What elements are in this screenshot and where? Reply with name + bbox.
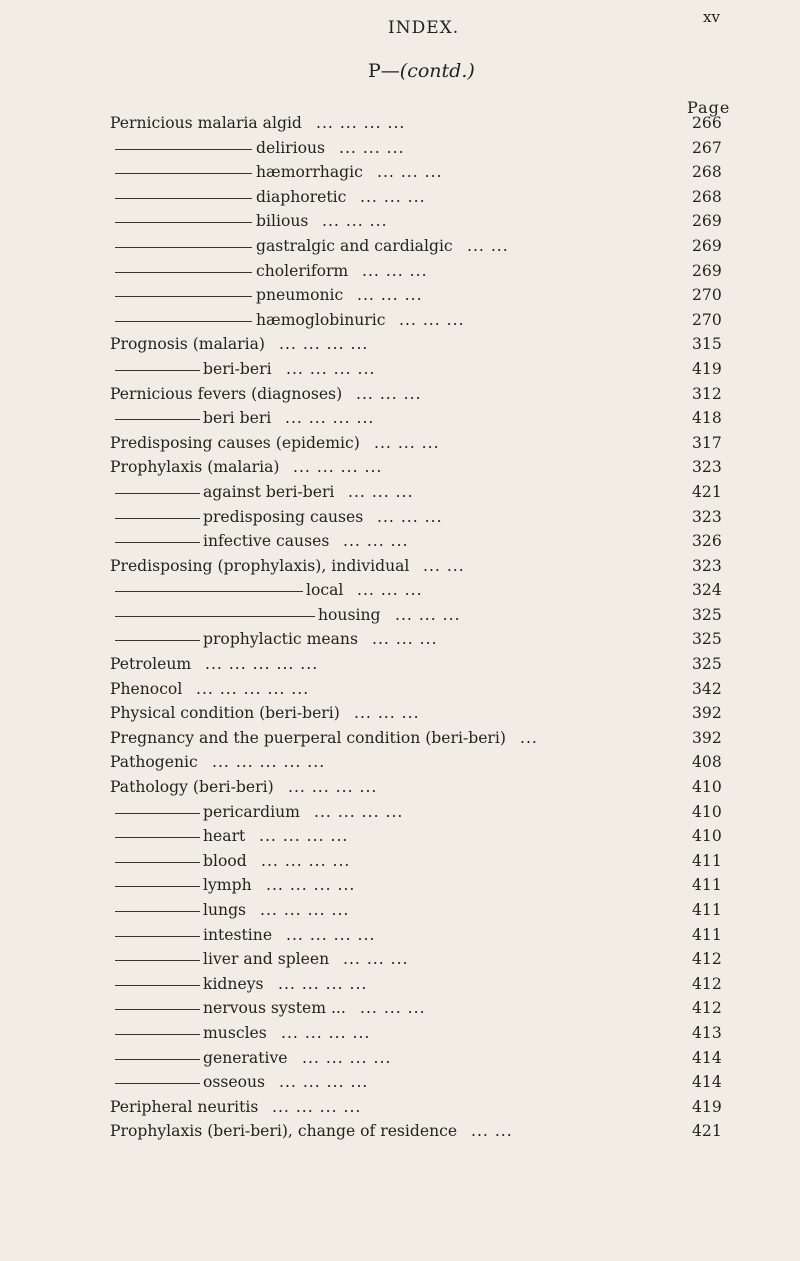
- leader-dots: ... ... ... ... ...: [212, 753, 326, 772]
- entry-label: Pregnancy and the puerperal condition (beri-beri): [110, 728, 506, 747]
- index-entry: [0, 432, 800, 457]
- leader-dots: ... ... ... ... ...: [205, 655, 319, 674]
- entry-label: bilious: [256, 212, 309, 231]
- leader-dots: ... ... ...: [343, 532, 409, 551]
- ditto-rule: [115, 1059, 200, 1060]
- index-entry: [0, 702, 800, 727]
- ditto-rule: [115, 247, 252, 248]
- ditto-rule: [115, 272, 252, 273]
- ditto-rule: [115, 985, 200, 986]
- index-entry: [0, 727, 800, 752]
- entry-page-number: 411: [692, 876, 722, 895]
- ditto-rule: [115, 222, 252, 223]
- entry-label: Predisposing (prophylaxis), individual: [110, 556, 410, 575]
- index-entry: [0, 1120, 800, 1145]
- index-entries: [0, 112, 800, 1145]
- ditto-rule: [115, 960, 200, 961]
- entry-page-number: 392: [692, 704, 722, 723]
- ditto-rule: [115, 936, 200, 937]
- index-entry: [0, 973, 800, 998]
- entry-page-number: 323: [692, 556, 722, 575]
- entry-page-number: 421: [692, 1122, 722, 1141]
- leader-dots: ... ... ...: [360, 999, 426, 1018]
- entry-page-number: 269: [692, 261, 722, 280]
- entry-label: Phenocol: [110, 679, 183, 698]
- ditto-rule: [115, 370, 200, 371]
- entry-label: predisposing causes: [203, 507, 364, 526]
- leader-dots: ... ... ...: [322, 212, 388, 231]
- entry-page-number: 267: [692, 138, 722, 157]
- entry-label: hæmorrhagic: [256, 163, 363, 182]
- index-entry: [0, 874, 800, 899]
- running-head: INDEX.: [388, 18, 460, 38]
- leader-dots: ... ... ...: [362, 261, 428, 280]
- leader-dots: ... ... ...: [372, 630, 438, 649]
- entry-label: Pernicious malaria algid: [110, 114, 302, 132]
- section-letter: P—: [368, 60, 400, 82]
- entry-page-number: 418: [692, 409, 722, 428]
- ditto-rule: [115, 1009, 200, 1010]
- entry-page-number: 315: [692, 335, 722, 354]
- index-entry: [0, 579, 800, 604]
- entry-page-number: 392: [692, 728, 722, 747]
- index-entry: [0, 358, 800, 383]
- entry-label: liver and spleen: [203, 950, 330, 969]
- ditto-rule: [115, 493, 200, 494]
- leader-dots: ... ... ...: [356, 384, 422, 403]
- leader-dots: ... ... ... ...: [288, 778, 378, 797]
- leader-dots: ... ... ... ...: [285, 409, 375, 428]
- entry-page-number: 410: [692, 827, 722, 846]
- entry-page-number: 412: [692, 950, 722, 969]
- index-entry: [0, 825, 800, 850]
- entry-label: lymph: [203, 876, 252, 895]
- entry-label: nervous system ...: [203, 999, 346, 1018]
- entry-label: intestine: [203, 925, 273, 944]
- entry-page-number: 324: [692, 581, 722, 600]
- entry-page-number: 413: [692, 1023, 722, 1042]
- leader-dots: ... ... ...: [374, 433, 440, 452]
- index-entry: [0, 530, 800, 555]
- leader-dots: ... ... ...: [348, 482, 414, 501]
- entry-page-number: 342: [692, 679, 722, 698]
- leader-dots: ... ... ...: [357, 286, 423, 305]
- index-entry: [0, 948, 800, 973]
- ditto-rule: [115, 591, 303, 592]
- entry-page-number: 268: [692, 187, 722, 206]
- ditto-rule: [115, 837, 200, 838]
- entry-label: blood: [203, 851, 247, 870]
- index-entry: [0, 924, 800, 949]
- ditto-rule: [115, 419, 200, 420]
- entry-label: diaphoretic: [256, 187, 347, 206]
- ditto-rule: [115, 198, 252, 199]
- ditto-rule: [115, 518, 200, 519]
- index-entry: [0, 210, 800, 235]
- ditto-rule: [115, 1083, 200, 1084]
- index-entry: [0, 776, 800, 801]
- entry-page-number: 408: [692, 753, 722, 772]
- index-entry: [0, 235, 800, 260]
- index-entry: [0, 850, 800, 875]
- index-entry: [0, 801, 800, 826]
- entry-page-number: 410: [692, 778, 722, 797]
- index-entry: [0, 1022, 800, 1047]
- leader-dots: ... ... ... ...: [286, 359, 376, 378]
- entry-page-number: 411: [692, 851, 722, 870]
- ditto-rule: [115, 911, 200, 912]
- entry-label: Peripheral neuritis: [110, 1097, 259, 1116]
- index-entry: [0, 309, 800, 334]
- entry-label: hæmoglobinuric: [256, 310, 386, 329]
- index-entry: [0, 1047, 800, 1072]
- index-entry: [0, 383, 800, 408]
- ditto-rule: [115, 542, 200, 543]
- entry-label: pneumonic: [256, 286, 344, 305]
- leader-dots: ... ... ... ...: [272, 1097, 362, 1116]
- leader-dots: ... ... ...: [399, 310, 465, 329]
- page-column-heading: Page: [687, 98, 731, 117]
- ditto-rule: [115, 886, 200, 887]
- index-entry: [0, 137, 800, 162]
- entry-label: Physical condition (beri-beri): [110, 704, 340, 723]
- entry-page-number: 268: [692, 163, 722, 182]
- entry-label: heart: [203, 827, 246, 846]
- leader-dots: ...: [520, 728, 538, 747]
- entry-page-number: 323: [692, 507, 722, 526]
- index-entry: [0, 112, 800, 137]
- entry-label: local: [306, 581, 344, 600]
- ditto-rule: [115, 149, 252, 150]
- index-entry: [0, 997, 800, 1022]
- entry-label: Pernicious fevers (diagnoses): [110, 384, 343, 403]
- entry-label: lungs: [203, 901, 247, 919]
- leader-dots: ... ... ... ...: [281, 1023, 371, 1042]
- entry-page-number: 419: [692, 359, 722, 378]
- section-contd: (contd.): [399, 60, 475, 82]
- entry-page-number: 411: [692, 901, 722, 919]
- entry-page-number: 410: [692, 802, 722, 821]
- leader-dots: ... ... ...: [377, 163, 443, 182]
- entry-page-number: 323: [692, 458, 722, 477]
- entry-label: Prognosis (malaria): [110, 335, 265, 354]
- folio: xv: [703, 8, 720, 26]
- ditto-rule: [115, 616, 315, 617]
- entry-label: against beri-beri: [203, 482, 335, 501]
- index-entry: [0, 456, 800, 481]
- index-entry: [0, 899, 800, 924]
- leader-dots: ... ... ...: [357, 581, 423, 600]
- leader-dots: ... ... ...: [395, 605, 461, 624]
- leader-dots: ... ... ... ...: [314, 802, 404, 821]
- leader-dots: ... ... ... ...: [261, 851, 351, 870]
- leader-dots: ... ... ... ...: [266, 876, 356, 895]
- entry-page-number: 414: [692, 1073, 722, 1092]
- leader-dots: ... ... ...: [360, 187, 426, 206]
- entry-label: choleriform: [256, 261, 349, 280]
- entry-page-number: 269: [692, 236, 722, 255]
- index-entry: [0, 333, 800, 358]
- leader-dots: ... ... ...: [354, 704, 420, 723]
- leader-dots: ... ... ... ...: [279, 335, 369, 354]
- leader-dots: ... ... ... ...: [316, 114, 406, 132]
- entry-label: Pathogenic: [110, 753, 198, 772]
- entry-label: Prophylaxis (malaria): [110, 458, 280, 477]
- entry-label: prophylactic means: [203, 630, 358, 649]
- entry-label: Petroleum: [110, 655, 192, 674]
- index-entry: [0, 481, 800, 506]
- leader-dots: ... ... ... ... ...: [196, 679, 310, 698]
- entry-label: pericardium: [203, 802, 300, 821]
- entry-page-number: 270: [692, 286, 722, 305]
- index-entry: [0, 604, 800, 629]
- ditto-rule: [115, 173, 252, 174]
- entry-label: infective causes: [203, 532, 330, 551]
- ditto-rule: [115, 862, 200, 863]
- leader-dots: ... ... ... ...: [259, 827, 349, 846]
- entry-label: kidneys: [203, 974, 264, 993]
- index-entry: [0, 260, 800, 285]
- index-entry: [0, 284, 800, 309]
- index-entry: [0, 407, 800, 432]
- entry-page-number: 326: [692, 532, 722, 551]
- leader-dots: ... ...: [471, 1122, 513, 1141]
- entry-page-number: 419: [692, 1097, 722, 1116]
- leader-dots: ... ... ... ...: [293, 458, 383, 477]
- index-entry: [0, 653, 800, 678]
- section-heading: [368, 60, 475, 82]
- leader-dots: ... ...: [467, 236, 509, 255]
- entry-label: osseous: [203, 1073, 266, 1092]
- entry-page-number: 312: [692, 384, 722, 403]
- leader-dots: ... ... ... ...: [279, 1073, 369, 1092]
- index-entry: [0, 1096, 800, 1121]
- entry-page-number: 325: [692, 605, 722, 624]
- ditto-rule: [115, 1034, 200, 1035]
- entry-page-number: 411: [692, 925, 722, 944]
- entry-label: housing: [318, 605, 381, 624]
- entry-page-number: 421: [692, 482, 722, 501]
- index-entry: [0, 161, 800, 186]
- entry-page-number: 325: [692, 655, 722, 674]
- entry-label: delirious: [256, 138, 326, 157]
- index-entry: [0, 751, 800, 776]
- entry-page-number: 325: [692, 630, 722, 649]
- entry-label: Pathology (beri-beri): [110, 778, 274, 797]
- ditto-rule: [115, 813, 200, 814]
- leader-dots: ... ... ... ...: [302, 1048, 392, 1067]
- index-entry: [0, 186, 800, 211]
- ditto-rule: [115, 640, 200, 641]
- leader-dots: ... ... ...: [339, 138, 405, 157]
- entry-label: generative: [203, 1048, 288, 1067]
- entry-label: Prophylaxis (beri-beri), change of residence: [110, 1122, 458, 1141]
- leader-dots: ... ... ... ...: [278, 974, 368, 993]
- index-entry: [0, 555, 800, 580]
- entry-page-number: 412: [692, 974, 722, 993]
- entry-page-number: 266: [692, 114, 722, 132]
- entry-label: beri-beri: [203, 359, 272, 378]
- leader-dots: ... ...: [423, 556, 465, 575]
- entry-label: gastralgic and cardialgic: [256, 236, 453, 255]
- entry-page-number: 270: [692, 310, 722, 329]
- index-entry: [0, 506, 800, 531]
- ditto-rule: [115, 321, 252, 322]
- index-entry: [0, 628, 800, 653]
- index-entry: [0, 1071, 800, 1096]
- entry-label: Predisposing causes (epidemic): [110, 433, 360, 452]
- ditto-rule: [115, 296, 252, 297]
- entry-label: beri beri: [203, 409, 272, 428]
- entry-label: muscles: [203, 1023, 267, 1042]
- entry-page-number: 412: [692, 999, 722, 1018]
- leader-dots: ... ... ...: [377, 507, 443, 526]
- index-entry: [0, 678, 800, 703]
- leader-dots: ... ... ...: [343, 950, 409, 969]
- entry-page-number: 317: [692, 433, 722, 452]
- entry-page-number: 269: [692, 212, 722, 231]
- entry-page-number: 414: [692, 1048, 722, 1067]
- leader-dots: ... ... ... ...: [286, 925, 376, 944]
- leader-dots: ... ... ... ...: [260, 901, 350, 919]
